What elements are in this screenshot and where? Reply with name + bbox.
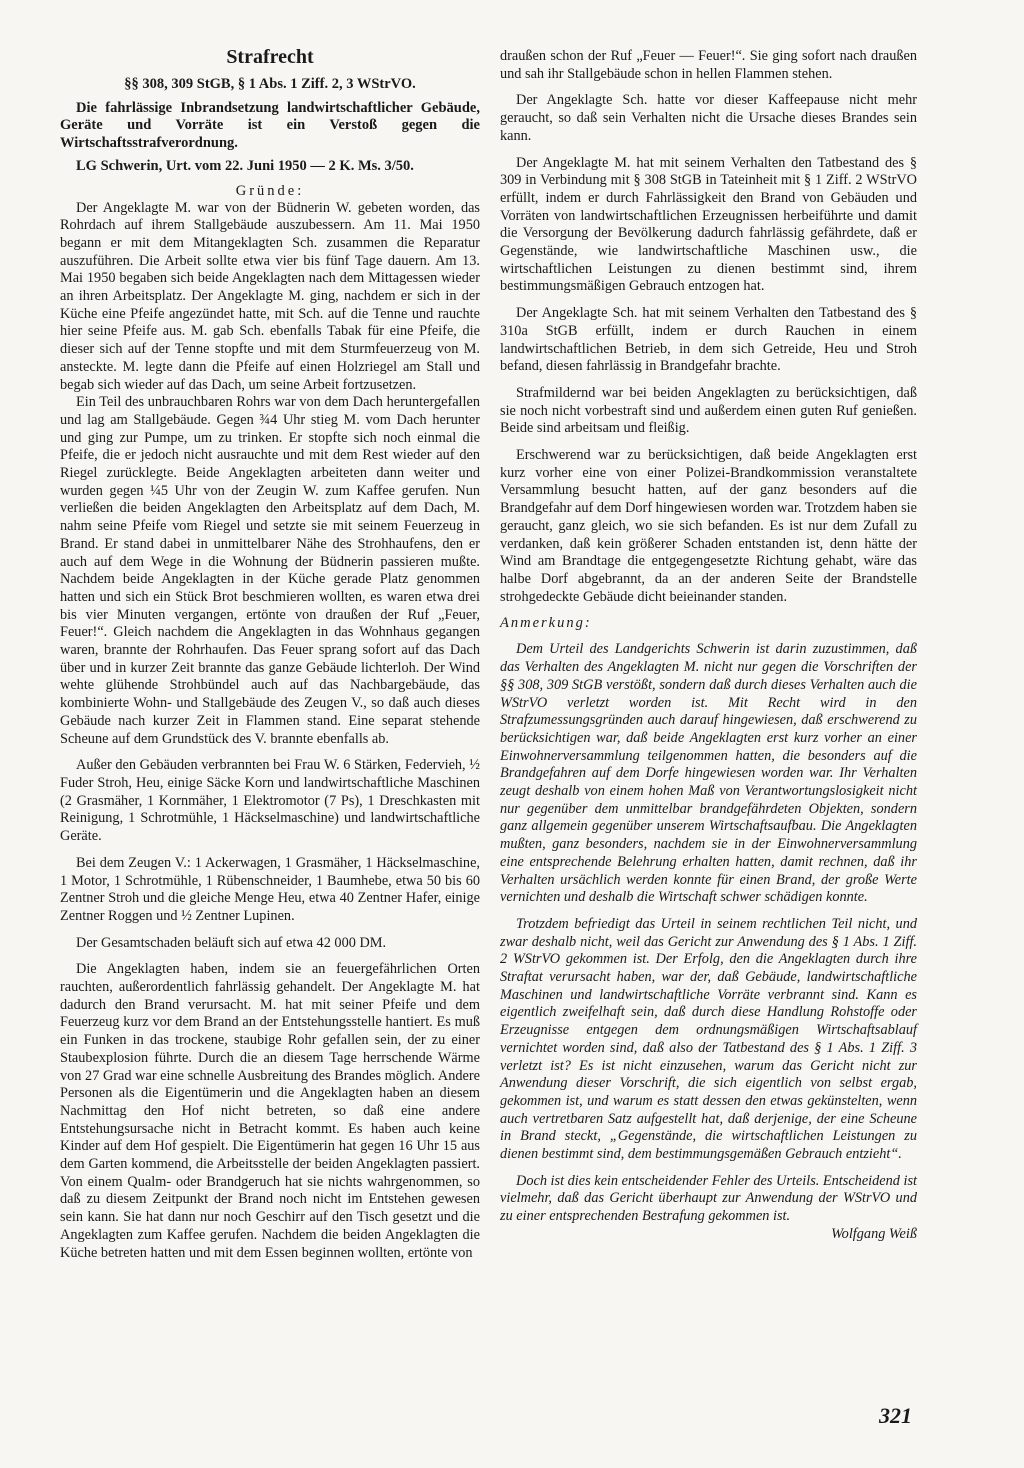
paragraph: Der Angeklagte Sch. hatte vor dieser Kaffeepause nicht mehr geraucht, so daß sein Verhalten nicht die Ursache dieses Brandes sein kann. [500,92,917,144]
annotation-heading: Anmerkung: [500,615,592,632]
paragraph-continued: draußen schon der Ruf „Feuer — Feuer!“. Sie ging sofort nach draußen und sah ihr Stallgebäude schon in hellen Flammen stehen. [500,48,917,82]
statute-reference: §§ 308, 309 StGB, § 1 Abs. 1 Ziff. 2, 3 WStrVO. [124,76,416,92]
author-signature: Wolfgang Weiß [831,1225,917,1242]
left-column [60,44,480,1262]
paragraph: Der Angeklagte Sch. hat mit seinem Verhalten den Tatbestand des § 310a StGB erfüllt, indem er durch Rauchen in einem landwirtschaftlichen Betrieb, in dem sich Getreide, Heu und Stroh befand, diesen fahrlässig in Brandgefahr brachte. [500,305,917,375]
annotation-paragraph: Trotzdem befriedigt das Urteil in seinem rechtlichen Teil nicht, und zwar deshalb nicht, weil das Gericht zur Anwendung des § 1 Abs. 1 Ziff. 2 WStrVO gekommen ist. Der Erfolg, den die Angeklagten durch ihre Straftat verursacht haben, war der, daß Gebäude, landwirtschaftliche Maschinen und landwirtschaftliche Vorräte verbrannt sind. Kann es eigentlich zweifelhaft sein, daß durch diese Handlung Rohstoffe oder Erzeugnisse entgegen dem ordnungsmäßigen Wirtschaftsablauf vernichtet worden sind, daß also der Tatbestand des § 1 Abs. 1 Ziff. 3 verletzt ist? Es ist nicht einzusehen, warum das Gericht nicht zur Anwendung dieser Vorschrift, die sich eigentlich von selbst ergab, gekommen ist, und warum es statt dessen den etwas gekünstelten, wenn auch vertretbaren Satz aufgestellt hat, daß derjenige, der eine Scheune in Brand steckt, „Gegenstände, die wirtschaftlichen Leistungen zu dienen bestimmt sind, dem bestimmungsgemäßen Gebrauch entzieht“. [500,915,917,1163]
paragraph: Der Angeklagte M. war von der Büdnerin W. gebeten worden, das Rohrdach auf ihrem Stallgebäude auszubessern. Am 11. Mai 1950 begann er mit dem Mitangeklagten Sch. zusammen die Reparatur auszuführen. Die Arbeit sollte etwa vier bis fünf Tage dauern. Am 13. Mai 1950 begaben sich beide Angeklagten nach dem Mittagessen wieder an ihren Arbeitsplatz. Der Angeklagte M. ging, nachdem er sich in der Küche eine Pfeife angezündet hatte, mit Sch. auf die Tenne und rauchte hier seine Pfeife aus. M. gab Sch. ebenfalls Tabak für eine Pfeife, die dieser sich auf der Tenne stopfte und mit dem Sturmfeuerzeug von M. ansteckte. M. legte dann die Pfeife auf einen Holzriegel am Stall und begab sich wieder auf das Dach, um seine Arbeit fortzusetzen. [60,199,480,393]
page-number: 321 [879,1403,912,1428]
paragraph: Bei dem Zeugen V.: 1 Ackerwagen, 1 Grasmäher, 1 Häckselmaschine, 1 Motor, 1 Schrotmühle, 1 Rübenschneider, 1 Baumhebe, etwa 50 bis 60 Zentner Stroh und die gleiche Menge Heu, etwa 40 Zentner Hafer, einige Zentner Roggen und ½ Zentner Lupinen. [60,854,480,924]
court-citation: LG Schwerin, Urt. vom 22. Juni 1950 — 2 K. Ms. 3/50. [76,158,414,174]
paragraph: Die Angeklagten haben, indem sie an feuergefährlichen Orten rauchten, außerordentlich fahrlässig gehandelt. Der Angeklagte M. hat dadurch den Brand verursacht. M. hat mit seiner Pfeife und dem Feuerzeug kurz vor dem Brand an der Entstehungsstelle hantiert. Es muß ein Funken in das trockene, staubige Rohr gefallen sein, der zu einer Staubexplosion führte. Durch die an diesem Tage herrschende Wärme von 27 Grad war eine schnelle Ausbreitung des Brandes möglich. Andere Personen als die Eigentümerin und die Angeklagten haben an diesem Nachmittag den Hof nicht betreten, so daß eine andere Entstehungsursache nicht in Betracht kommt. Es haben auch keine Kinder auf dem Hof gespielt. Die Eigentümerin hat gegen 16 Uhr 15 aus dem Garten kommend, die Arbeitsstelle der beiden Angeklagten passiert. Von einem Qualm- oder Brandgeruch hat sie nichts wahrgenommen, so daß zu diesem Zeitpunkt der Brand noch nicht im Entstehen gewesen sein kann. Sie hat dann nur noch Geschirr auf den Tisch gesetzt und die Angeklagten zum Kaffee gerufen. Nachdem die beiden Angeklagten die Küche betreten hatten und mit dem Essen beginnen wollten, ertönte von [60,961,480,1261]
headnote: Die fahrlässige Inbrandsetzung landwirtschaftlicher Gebäude, Geräte und Vorräte ist ein Verstoß gegen die Wirtschaftsstrafverordnung. [60,99,480,151]
paragraph: Außer den Gebäuden verbrannten bei Frau W. 6 Stärken, Federvieh, ½ Fuder Stroh, Heu, einige Säcke Korn und landwirtschaftliche Maschinen (2 Grasmäher, 1 Kornmäher, 1 Elektromotor (7 Ps), 1 Dreschkasten mit Reinigung, 1 Schrotmühle, 1 Häckselmaschine) und landwirtschaftliche Geräte. [60,757,480,845]
right-column [500,48,917,1244]
reasons-heading: Gründe: [235,182,305,199]
section-title: Strafrecht [226,46,314,68]
paragraph: Ein Teil des unbrauchbaren Rohrs war von dem Dach heruntergefallen und lag am Stallgebäude. Gegen ¾4 Uhr stieg M. vom Dach herunter und ging zur Pumpe, um zu trinken. Er stopfte sich noch einmal die Pfeife, die er jedoch nicht ausrauchte und mit dem Rest wieder auf den Riegel zurücklegte. Beide Angeklagten arbeiteten dann weiter und wurden gegen ¼5 Uhr von der Zeugin W. zum Kaffee gerufen. Nun verließen die beiden Angeklagten den Arbeitsplatz auf dem Dach, M. nahm seine Pfeife vom Riegel und setzte sie mit seinem Feuerzeug in Brand. Er stand dabei in unmittelbarer Nähe des Strohhaufens, den er auch auf dem Wege in die Wohnung der Büdnerin passieren mußte. Nachdem beide Angeklagten in der Küche gerade Platz genommen hatten und sich ein Stück Brot beschmieren wollten, es waren etwa drei bis vier Minuten vergangen, ertönte von draußen der Ruf „Feuer, Feuer!“. Gleich nachdem die Angeklagten in das Wohnhaus gegangen waren, brannte der Rohrhaufen. Das Feuer sprang sofort auf das Dach über und in kurzer Zeit brannte das ganze Gebäude lichterloh. Der Wind wehte glühende Strohbündel auch auf das Nachbargebäude, das kombinierte Wohn- und Stallgebäude des Zeugen V., so daß auch dieses Gebäude nach kurzer Zeit in Flammen stand. Eine separat stehende Scheune auf dem Grundstück des V. brannte ebenfalls ab. [60,394,480,747]
annotation-paragraph: Dem Urteil des Landgerichts Schwerin ist darin zuzustimmen, daß das Verhalten des Angeklagten M. nicht nur gegen die Vorschriften der §§ 308, 309 StGB verstößt, sondern daß durch dieses Verhalten auch die WStrVO verletzt worden ist. Mit Recht wird in den Strafzumessungsgründen auch darauf hingewiesen, daß erschwerend zu berücksichtigen war, daß beide Angeklagten erst kurz vorher an einer Einwohnerversammlung teilgenommen hatten, die besonders auf die Brandgefahren auf dem Dorfe hingewiesen worden war. Ihr Verhalten zeugt deshalb von einem hohen Maß von Verantwortungslosigkeit nicht nur gegenüber dem unmittelbar brandgefährdeten Objekten, sondern ganz allgemein gegenüber unserem Wirtschaftsaufbau. Die Angeklagten mußten, ganz besonders, nachdem sie in der Einwohnerversammlung eine entsprechende Belehrung erhalten hatten, damit rechnen, daß ihr Verhalten ursächlich werden konnte für einen Brand, der große Werte vernichten und deshalb die Wirtschaft schwer schädigen konnte. [500,641,917,906]
paragraph: Der Gesamtschaden beläuft sich auf etwa 42 000 DM. [76,934,387,951]
paragraph: Der Angeklagte M. hat mit seinem Verhalten den Tatbestand des § 309 in Verbindung mit § 308 StGB in Tateinheit mit § 1 Ziff. 2 WStrVO erfüllt, indem er durch Fahrlässigkeit den Brand von Gebäuden und Vorräten von landwirtschaftlichen Erzeugnissen herbeiführte und damit die Versorgung der Bevölkerung dadurch fahrlässig gefährdete, daß er Gegenstände, wie landwirtschaftliche Maschinen usw., die wirtschaftlichen Leistungen zu dienen bestimmt sind, ihrem bestimmungsmäßigen Gebrauch entzogen hat. [500,154,917,295]
paragraph: Strafmildernd war bei beiden Angeklagten zu berücksichtigen, daß sie noch nicht vorbestraft sind und außerdem einen guten Ruf genießen. Beide sind arbeitsam und fleißig. [500,384,917,437]
paragraph: Erschwerend war zu berücksichtigen, daß beide Angeklagten erst kurz vorher eine von einer Polizei-Brandkommission veranstaltete Versammlung besucht hatten, auf der ganz besonders auf die Brandgefahr auf dem Dorf hingewiesen worden war. Trotzdem haben sie geraucht, ganz gleich, wo sie sich befanden. Es ist nur dem Zufall zu verdanken, daß kein größerer Schaden entstanden ist, denn hätte der Wind am Brandtage die entgegengesetzte Richtung gehabt, wäre das halbe Dorf abgebrannt, da an der anderen Seite der Brandstelle strohgedeckte Gebäude dicht beieinander standen. [500,447,917,605]
annotation-paragraph: Doch ist dies kein entscheidender Fehler des Urteils. Entscheidend ist vielmehr, daß das Gericht überhaupt zur Anwendung der WStrVO und zu einer entsprechenden Bestrafung gekommen ist. [500,1172,918,1225]
